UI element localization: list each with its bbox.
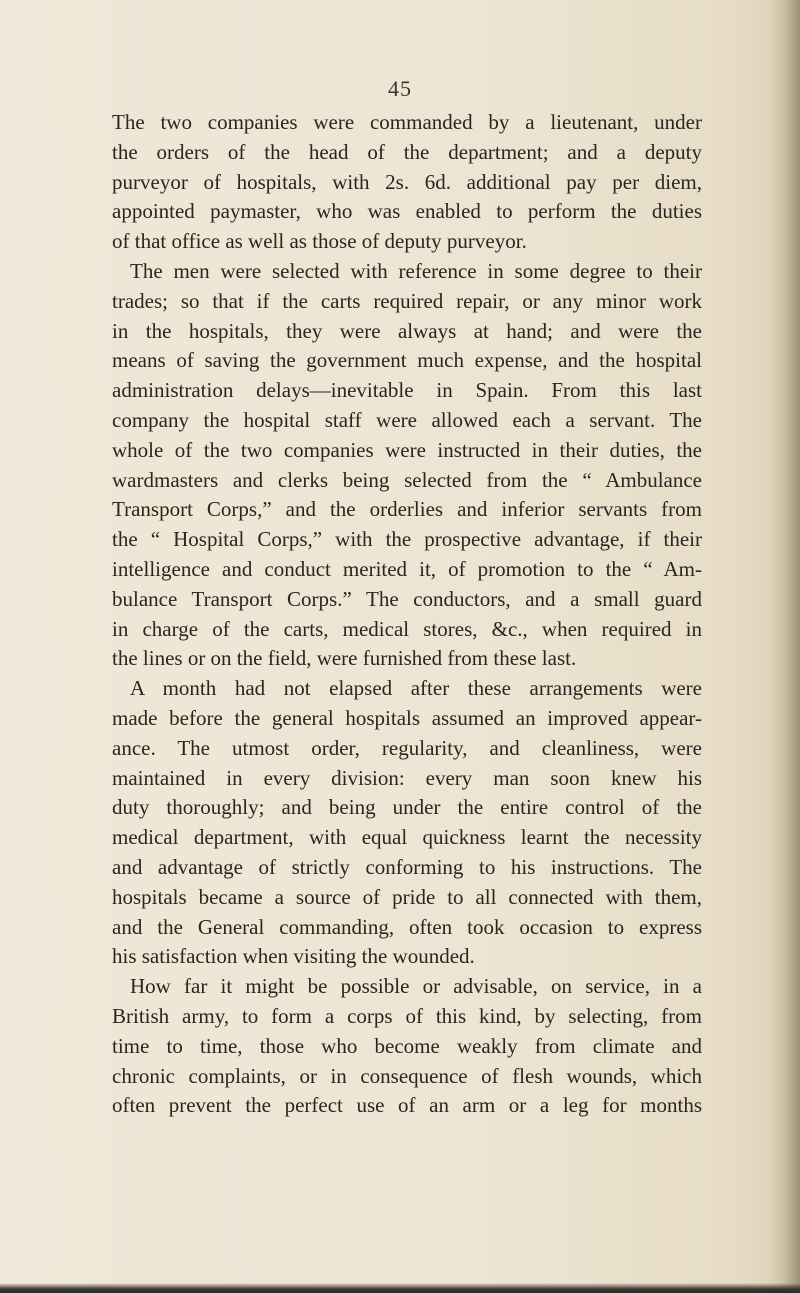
text-line: whole of the two companies were instructed in their duties, the [112, 437, 702, 462]
text-line: company the hospital staff were allowed each a servant. The [112, 407, 702, 432]
text-line: of that office as well as those of deputy purveyor. [112, 229, 527, 254]
text-line: the lines or on the field, were furnished from these last. [112, 646, 577, 671]
text-line: The two companies were commanded by a lieutenant, under [112, 110, 702, 134]
text-line: duty thoroughly; and being under the entire control of the [112, 795, 702, 820]
text-line: made before the general hospitals assumed an improved appear- [112, 705, 702, 730]
text-line: in charge of the carts, medical stores, &c., when required in [112, 616, 702, 641]
text-line: How far it might be possible or advisable, on service, in a [130, 974, 702, 999]
text-line: intelligence and conduct merited it, of promotion to the “ Am- [112, 556, 702, 581]
text-line: time to time, those who become weakly from climate and [112, 1033, 702, 1058]
paragraph [112, 972, 702, 1121]
text-line: and the General commanding, often took occasion to express [112, 914, 702, 939]
body-text [112, 108, 702, 1121]
text-line: trades; so that if the carts required repair, or any minor work [112, 288, 702, 313]
text-line: administration delays—inevitable in Spain. From this last [112, 378, 702, 403]
paragraph [112, 108, 702, 257]
text-line: in the hospitals, they were always at hand; and were the [112, 318, 702, 343]
text-line: the “ Hospital Corps,” with the prospective advantage, if their [112, 527, 702, 552]
text-line: wardmasters and clerks being selected from the “ Ambulance [112, 467, 702, 492]
text-line: purveyor of hospitals, with 2s. 6d. additional pay per diem, [112, 169, 702, 194]
text-line: The men were selected with reference in some degree to their [130, 258, 702, 283]
text-line: often prevent the perfect use of an arm or a leg for months [112, 1093, 702, 1118]
page-right-edge-shadow [770, 0, 800, 1293]
text-line: Transport Corps,” and the orderlies and inferior servants from [112, 497, 702, 522]
text-line: maintained in every division: every man soon knew his [112, 765, 702, 790]
text-line: A month had not elapsed after these arrangements were [130, 676, 702, 701]
text-line: hospitals became a source of pride to all connected with them, [112, 884, 702, 909]
page-bottom-edge [0, 1283, 800, 1293]
text-line: chronic complaints, or in consequence of flesh wounds, which [112, 1063, 702, 1088]
page-number: 45 [388, 76, 412, 101]
paragraph [112, 257, 702, 674]
text-line: bulance Transport Corps.” The conductors, and a small guard [112, 586, 702, 611]
text-line: the orders of the head of the department; and a deputy [112, 139, 702, 164]
text-line: and advantage of strictly conforming to his instructions. The [112, 854, 702, 879]
text-line: means of saving the government much expense, and the hospital [112, 348, 702, 373]
paragraph [112, 674, 702, 972]
text-line: medical department, with equal quickness learnt the necessity [112, 825, 702, 850]
text-line: appointed paymaster, who was enabled to perform the duties [112, 199, 702, 224]
text-line: his satisfaction when visiting the wounded. [112, 944, 475, 969]
text-line: British army, to form a corps of this kind, by selecting, from [112, 1003, 702, 1028]
text-line: ance. The utmost order, regularity, and cleanliness, were [112, 735, 702, 760]
